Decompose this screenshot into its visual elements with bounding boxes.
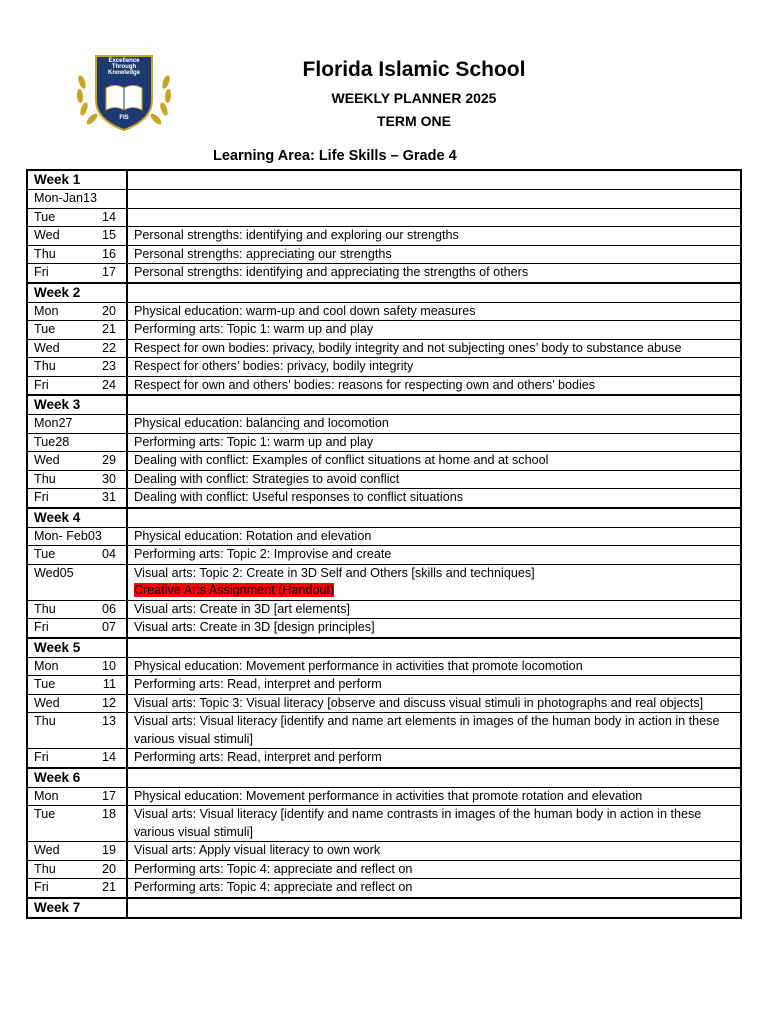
- day-name: Tue: [34, 677, 56, 691]
- activity-cell: [127, 879, 741, 898]
- school-name: Florida Islamic School: [302, 58, 526, 81]
- activity-cell: [127, 227, 741, 246]
- day-name: Fri: [34, 620, 49, 634]
- activity-cell: [127, 806, 741, 842]
- day-row: [27, 452, 741, 471]
- day-cell: [27, 321, 127, 340]
- week-header-blank: [127, 283, 741, 303]
- week-header-blank: [127, 508, 741, 528]
- day-name: Thu: [34, 601, 56, 616]
- day-cell: [27, 433, 127, 452]
- activity-text: Dealing with conflict: Examples of conflict situations at home and at school: [134, 453, 549, 467]
- activity-text: Visual arts: Topic 3: Visual literacy [observe and discuss visual stimuli in photographs and real objects]: [134, 695, 704, 710]
- day-row: [27, 190, 741, 209]
- day-row: [27, 433, 741, 452]
- day-name: Fri: [34, 750, 49, 764]
- day-cell: [27, 787, 127, 806]
- activity-text: Physical education: Rotation and elevation: [134, 528, 372, 543]
- day-row: [27, 227, 741, 246]
- day-number: 16: [101, 246, 116, 261]
- week-label: Week 7: [27, 898, 127, 918]
- day-row: [27, 339, 741, 358]
- week-label: Week 6: [27, 768, 127, 788]
- planner-title: WEEKLY PLANNER 2025: [331, 90, 497, 106]
- activity-cell: [127, 358, 741, 377]
- activity-cell: [127, 694, 741, 713]
- week-header-row: [27, 768, 741, 788]
- day-number: 18: [101, 807, 116, 821]
- day-number: 04: [101, 547, 116, 561]
- term-title: TERM ONE: [377, 113, 451, 129]
- day-name: Wed: [34, 228, 60, 242]
- day-row: [27, 489, 741, 508]
- assignment-highlight: Creative Arts Assignment (Handout): [134, 583, 335, 597]
- day-name: Fri: [34, 265, 49, 279]
- day-name: Mon27: [34, 416, 73, 430]
- activity-cell: [127, 657, 741, 676]
- day-cell: [27, 842, 127, 861]
- day-number: [116, 565, 120, 583]
- day-row: [27, 470, 741, 489]
- day-name: Tue: [34, 547, 56, 561]
- day-cell: [27, 415, 127, 434]
- day-cell: [27, 264, 127, 283]
- day-number: 12: [101, 695, 116, 710]
- logo-initials: FIS: [119, 115, 129, 121]
- day-row: [27, 376, 741, 395]
- day-number: 30: [101, 471, 116, 486]
- day-cell: [27, 227, 127, 246]
- day-number: 13: [101, 714, 116, 728]
- day-row: [27, 600, 741, 619]
- day-number: 10: [101, 658, 116, 673]
- day-name: Mon- Feb03: [34, 528, 102, 543]
- day-cell: [27, 749, 127, 768]
- activity-text: Physical education: Movement performance in activities that promote locomotion: [134, 658, 583, 673]
- day-name: Wed: [34, 695, 60, 710]
- day-row: [27, 860, 741, 879]
- day-number: 19: [101, 843, 116, 857]
- day-cell: [27, 358, 127, 377]
- week-label: Week 5: [27, 638, 127, 658]
- day-number: [116, 190, 120, 208]
- day-number: [116, 528, 120, 546]
- day-row: [27, 208, 741, 227]
- day-number: 06: [101, 601, 116, 616]
- activity-text: Visual arts: Visual literacy [identify and name contrasts in images of the human body in action in these various visual stimuli]: [134, 807, 702, 839]
- day-row: [27, 321, 741, 340]
- day-number: 17: [101, 265, 116, 279]
- week-label: Week 3: [27, 395, 127, 415]
- day-row: [27, 564, 741, 600]
- activity-text: Personal strengths: appreciating our strengths: [134, 246, 392, 261]
- activity-text: Performing arts: Read, interpret and perform: [134, 750, 382, 764]
- activity-cell: [127, 376, 741, 395]
- day-row: [27, 787, 741, 806]
- logo-motto: Excellence Through Knowledge: [107, 58, 140, 76]
- day-cell: [27, 527, 127, 546]
- activity-text: Dealing with conflict: Useful responses to conflict situations: [134, 490, 463, 504]
- day-name: Wed: [34, 843, 60, 857]
- week-label: Week 1: [27, 170, 127, 190]
- week-header-row: [27, 508, 741, 528]
- day-cell: [27, 676, 127, 695]
- activity-text: Visual arts: Visual literacy [identify and name art elements in images of the human body in action in these various visual stimuli]: [134, 714, 720, 746]
- week-header-row: [27, 638, 741, 658]
- week-header-blank: [127, 898, 741, 918]
- day-row: [27, 264, 741, 283]
- day-cell: [27, 694, 127, 713]
- activity-text: Performing arts: Topic 1: warm up and play: [134, 434, 374, 449]
- activity-text: Visual arts: Create in 3D [design principles]: [134, 620, 375, 634]
- day-number: 14: [101, 209, 116, 224]
- activity-cell: [127, 860, 741, 879]
- activity-text: Respect for own and others’ bodies: reasons for respecting own and others’ bodies: [134, 377, 596, 392]
- week-header-blank: [127, 638, 741, 658]
- week-label: Week 4: [27, 508, 127, 528]
- activity-text: Physical education: balancing and locomotion: [134, 416, 389, 430]
- week-header-blank: [127, 768, 741, 788]
- activity-cell: [127, 321, 741, 340]
- day-number: 14: [101, 750, 116, 764]
- day-row: [27, 527, 741, 546]
- activity-cell: [127, 564, 741, 600]
- activity-cell: [127, 842, 741, 861]
- day-name: Wed05: [34, 565, 74, 580]
- day-number: 11: [102, 677, 116, 691]
- activity-cell: [127, 302, 741, 321]
- day-name: Mon: [34, 303, 59, 318]
- day-row: [27, 546, 741, 565]
- day-number: [116, 415, 120, 433]
- activity-cell: [127, 339, 741, 358]
- day-number: 29: [101, 453, 116, 467]
- school-logo: [74, 52, 174, 132]
- activity-cell: [127, 546, 741, 565]
- weekly-planner-table: [26, 169, 742, 919]
- day-number: 23: [101, 359, 116, 373]
- activity-text: Performing arts: Read, interpret and perform: [134, 677, 382, 691]
- day-cell: [27, 564, 127, 600]
- day-cell: [27, 713, 127, 749]
- day-row: [27, 879, 741, 898]
- activity-text: Visual arts: Apply visual literacy to own work: [134, 843, 381, 857]
- week-header-blank: [127, 170, 741, 190]
- activity-cell: [127, 619, 741, 638]
- activity-text: Physical education: Movement performance in activities that promote rotation and elevation: [134, 788, 643, 803]
- week-label: Week 2: [27, 283, 127, 303]
- day-cell: [27, 879, 127, 898]
- activity-text: Physical education: warm-up and cool down safety measures: [134, 303, 476, 318]
- day-number: 20: [101, 303, 116, 318]
- day-cell: [27, 245, 127, 264]
- day-name: Mon: [34, 788, 59, 803]
- activity-cell: [127, 452, 741, 471]
- activity-cell: [127, 208, 741, 227]
- day-row: [27, 619, 741, 638]
- day-name: Wed: [34, 453, 60, 467]
- day-cell: [27, 302, 127, 321]
- day-row: [27, 806, 741, 842]
- day-number: 31: [101, 490, 116, 504]
- activity-text: Performing arts: Topic 2: Improvise and create: [134, 547, 392, 561]
- week-header-row: [27, 898, 741, 918]
- activity-cell: [127, 190, 741, 209]
- week-header-row: [27, 170, 741, 190]
- day-name: Thu: [34, 714, 56, 728]
- activity-cell: [127, 749, 741, 768]
- day-cell: [27, 657, 127, 676]
- activity-cell: [127, 415, 741, 434]
- activity-text: Performing arts: Topic 4: appreciate and reflect on: [134, 861, 413, 876]
- day-cell: [27, 860, 127, 879]
- activity-text: Respect for own bodies: privacy, bodily integrity and not subjecting ones’ body to substance abuse: [134, 340, 682, 355]
- day-name: Mon: [34, 658, 59, 673]
- activity-cell: [127, 245, 741, 264]
- day-cell: [27, 190, 127, 209]
- day-row: [27, 245, 741, 264]
- day-name: Fri: [34, 377, 49, 392]
- activity-cell: [127, 489, 741, 508]
- day-row: [27, 749, 741, 768]
- day-number: 21: [101, 322, 116, 336]
- day-cell: [27, 470, 127, 489]
- day-row: [27, 842, 741, 861]
- day-name: Tue: [34, 807, 56, 821]
- day-cell: [27, 489, 127, 508]
- activity-text: Personal strengths: identifying and appreciating the strengths of others: [134, 265, 529, 279]
- day-cell: [27, 376, 127, 395]
- day-cell: [27, 600, 127, 619]
- activity-cell: [127, 470, 741, 489]
- day-number: 22: [101, 340, 116, 355]
- activity-text: Personal strengths: identifying and exploring our strengths: [134, 228, 459, 242]
- activity-cell: [127, 264, 741, 283]
- day-row: [27, 358, 741, 377]
- activity-text: Visual arts: Create in 3D [art elements]: [134, 601, 351, 616]
- activity-cell: [127, 676, 741, 695]
- learning-area: Learning Area: Life Skills – Grade 4: [213, 148, 457, 164]
- day-cell: [27, 208, 127, 227]
- day-name: Thu: [34, 861, 56, 876]
- day-number: 17: [101, 788, 116, 803]
- week-header-blank: [127, 395, 741, 415]
- activity-cell: [127, 787, 741, 806]
- day-cell: [27, 339, 127, 358]
- day-name: Tue: [34, 322, 56, 336]
- week-header-row: [27, 395, 741, 415]
- day-name: Fri: [34, 880, 49, 894]
- day-row: [27, 676, 741, 695]
- day-row: [27, 694, 741, 713]
- day-cell: [27, 452, 127, 471]
- day-row: [27, 302, 741, 321]
- activity-cell: [127, 600, 741, 619]
- day-name: Fri: [34, 490, 49, 504]
- day-number: 07: [101, 620, 116, 634]
- day-name: Tue28: [34, 434, 70, 449]
- activity-text: Performing arts: Topic 4: appreciate and reflect on: [134, 880, 413, 894]
- week-header-row: [27, 283, 741, 303]
- activity-text: Respect for others’ bodies: privacy, bodily integrity: [134, 359, 414, 373]
- day-name: Thu: [34, 359, 56, 373]
- day-name: Mon-Jan13: [34, 191, 98, 205]
- day-cell: [27, 546, 127, 565]
- day-row: [27, 415, 741, 434]
- activity-cell: [127, 433, 741, 452]
- day-row: [27, 657, 741, 676]
- day-number: 24: [101, 377, 116, 392]
- day-cell: [27, 619, 127, 638]
- activity-text: Dealing with conflict: Strategies to avoid conflict: [134, 471, 400, 486]
- activity-text: Visual arts: Topic 2: Create in 3D Self and Others [skills and techniques]: [134, 565, 535, 580]
- activity-cell: [127, 527, 741, 546]
- day-number: 15: [101, 228, 116, 242]
- activity-text: Performing arts: Topic 1: warm up and play: [134, 322, 374, 336]
- day-name: Thu: [34, 471, 56, 486]
- day-number: [116, 434, 120, 452]
- day-cell: [27, 806, 127, 842]
- day-number: 21: [101, 880, 116, 894]
- activity-cell: [127, 713, 741, 749]
- day-name: Wed: [34, 340, 60, 355]
- day-name: Tue: [34, 209, 56, 224]
- day-name: Thu: [34, 246, 56, 261]
- day-number: 20: [101, 861, 116, 876]
- day-row: [27, 713, 741, 749]
